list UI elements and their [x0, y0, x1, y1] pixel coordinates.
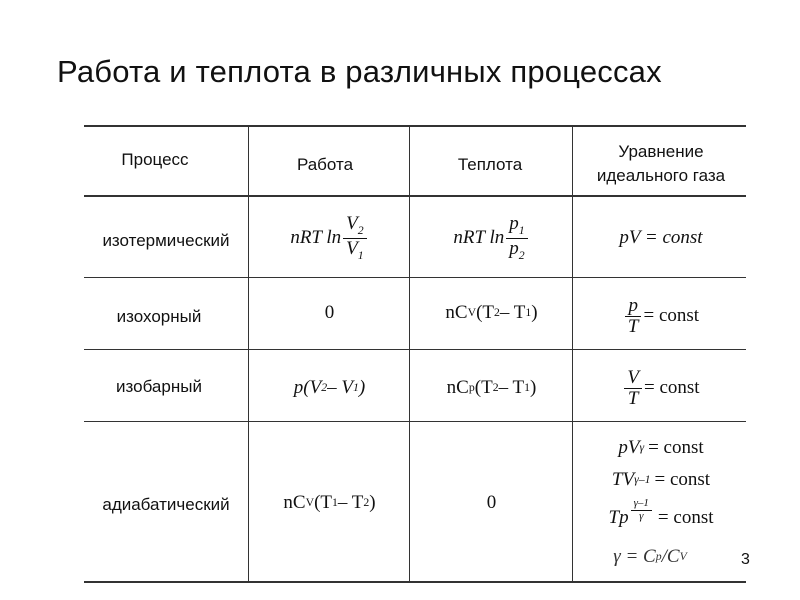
- page-title: Работа и теплота в различных процессах: [57, 54, 662, 89]
- eq3-rest: = const: [657, 507, 714, 528]
- eq2-rest: = const: [654, 469, 711, 490]
- heat-sub-c: 1: [525, 306, 532, 319]
- heat-part-b: (T: [474, 377, 493, 398]
- heat-sub-c: 1: [524, 381, 530, 394]
- process-name: изохорный: [116, 307, 202, 326]
- eq4-sub1: p: [655, 550, 662, 563]
- work-sub-c: 2: [363, 496, 370, 509]
- table-top-border: [84, 125, 746, 127]
- row-isochoric-heat: [414, 298, 569, 328]
- row-adiabatic-heat: [414, 488, 569, 518]
- frac-den-sub: 1: [357, 248, 364, 262]
- work-fraction: [343, 214, 367, 261]
- work-sub-b: 1: [332, 496, 338, 509]
- frac-num-sub: 2: [357, 224, 364, 238]
- header-divider: [84, 195, 746, 197]
- row-divider-2: [84, 349, 746, 350]
- work-sub-a: V: [305, 496, 315, 509]
- row-isobaric-work: [252, 373, 407, 403]
- work-sub-b: 1: [352, 381, 359, 394]
- work-part-c: – T: [337, 492, 364, 513]
- heat-value: 0: [486, 492, 497, 513]
- frac-den: V: [346, 237, 358, 259]
- row-isobaric-process: [84, 372, 234, 402]
- header-work: [270, 150, 380, 180]
- work-prefix: nRT ln: [290, 227, 342, 248]
- row-isochoric-work: [252, 298, 407, 328]
- row-adiabatic-equation-3: [576, 498, 746, 538]
- heat-sub-b: 2: [492, 381, 499, 394]
- frac-den: T: [627, 315, 639, 337]
- heat-part-b: (T: [476, 302, 494, 323]
- work-value: 0: [324, 302, 335, 323]
- row-isochoric-process: [84, 302, 234, 332]
- row-isothermal-process: [84, 226, 248, 256]
- frac-den-sub: 2: [518, 248, 525, 262]
- row-isothermal-equation: [576, 222, 746, 254]
- work-part-d: ): [369, 492, 376, 513]
- row-adiabatic-equation-4: [580, 543, 720, 571]
- heat-part-a: nC: [446, 377, 469, 398]
- work-part-a: nC: [283, 492, 306, 513]
- eq1-sup: γ: [639, 441, 645, 454]
- row-adiabatic-equation-2: [576, 465, 746, 495]
- col-divider-3: [572, 125, 573, 582]
- work-part-c: ): [358, 377, 366, 398]
- row-isochoric-equation: [576, 288, 746, 344]
- eq2-base: TV: [611, 469, 635, 490]
- row-isobaric-equation: [576, 360, 746, 416]
- col-divider-2: [409, 125, 410, 582]
- eq2-sup: γ–1: [634, 473, 651, 486]
- eq4-sub2: V: [679, 550, 687, 563]
- heat-sub-b: 2: [494, 306, 500, 319]
- row-divider-3: [84, 421, 746, 422]
- heat-prefix: nRT ln: [453, 227, 505, 248]
- eq3-exponent: [631, 498, 652, 522]
- frac-num: p: [625, 296, 641, 317]
- row-isobaric-heat: [414, 373, 569, 403]
- col-divider-1: [248, 125, 249, 582]
- row-adiabatic-work: [252, 488, 407, 518]
- row-adiabatic-process: [84, 490, 248, 520]
- equation-rest: = const: [644, 377, 700, 398]
- page-number: 3: [741, 551, 750, 568]
- equation-text: pV = const: [619, 227, 703, 248]
- process-name: изобарный: [116, 377, 202, 396]
- frac-num-sub: 1: [518, 224, 525, 238]
- exp-den: γ: [639, 509, 644, 522]
- header-heat-label: Теплота: [457, 155, 523, 174]
- process-name: адиабатический: [102, 495, 230, 514]
- header-heat: [430, 150, 550, 180]
- eq4-lhs: γ = C: [613, 546, 656, 567]
- row-isothermal-heat: [414, 205, 569, 271]
- heat-part-a: nC: [445, 302, 468, 323]
- eq1-base: pV: [618, 437, 640, 458]
- frac-num: V: [624, 368, 642, 389]
- heat-part-d: ): [531, 302, 538, 323]
- table-bottom-border: [84, 581, 746, 583]
- heat-part-d: ): [529, 377, 537, 398]
- equation-fraction: [624, 368, 642, 409]
- header-process: [100, 145, 210, 175]
- header-equation-line2: идеального газа: [596, 166, 726, 185]
- work-part-b: (T: [314, 492, 332, 513]
- process-name: изотермический: [102, 231, 230, 250]
- row-divider-1: [84, 277, 746, 278]
- work-sub-a: 2: [321, 381, 328, 394]
- frac-num: V: [346, 213, 358, 235]
- eq3-base: Tp: [608, 507, 629, 528]
- frac-den: T: [627, 387, 639, 409]
- frac-num: p: [509, 213, 519, 235]
- heat-part-c: – T: [499, 302, 526, 323]
- eq1-rest: = const: [648, 437, 704, 458]
- exp-num: γ–1: [631, 498, 652, 511]
- row-isothermal-work: [252, 205, 407, 271]
- work-part-a: p(V: [293, 377, 322, 398]
- heat-sub-a: p: [468, 381, 475, 394]
- header-process-label: Процесс: [121, 150, 189, 169]
- heat-fraction: [506, 214, 527, 261]
- equation-rest: = const: [643, 305, 700, 326]
- row-adiabatic-equation-1: [576, 433, 746, 463]
- equation-fraction: [625, 296, 642, 337]
- header-equation: [576, 136, 746, 192]
- heat-sub-a: V: [467, 306, 477, 319]
- eq4-mid: /C: [661, 546, 680, 567]
- work-part-b: – V: [327, 377, 353, 398]
- header-equation-line1: Уравнение: [618, 142, 704, 162]
- header-work-label: Работа: [296, 155, 354, 174]
- heat-part-c: – T: [498, 377, 525, 398]
- frac-den: p: [509, 237, 519, 259]
